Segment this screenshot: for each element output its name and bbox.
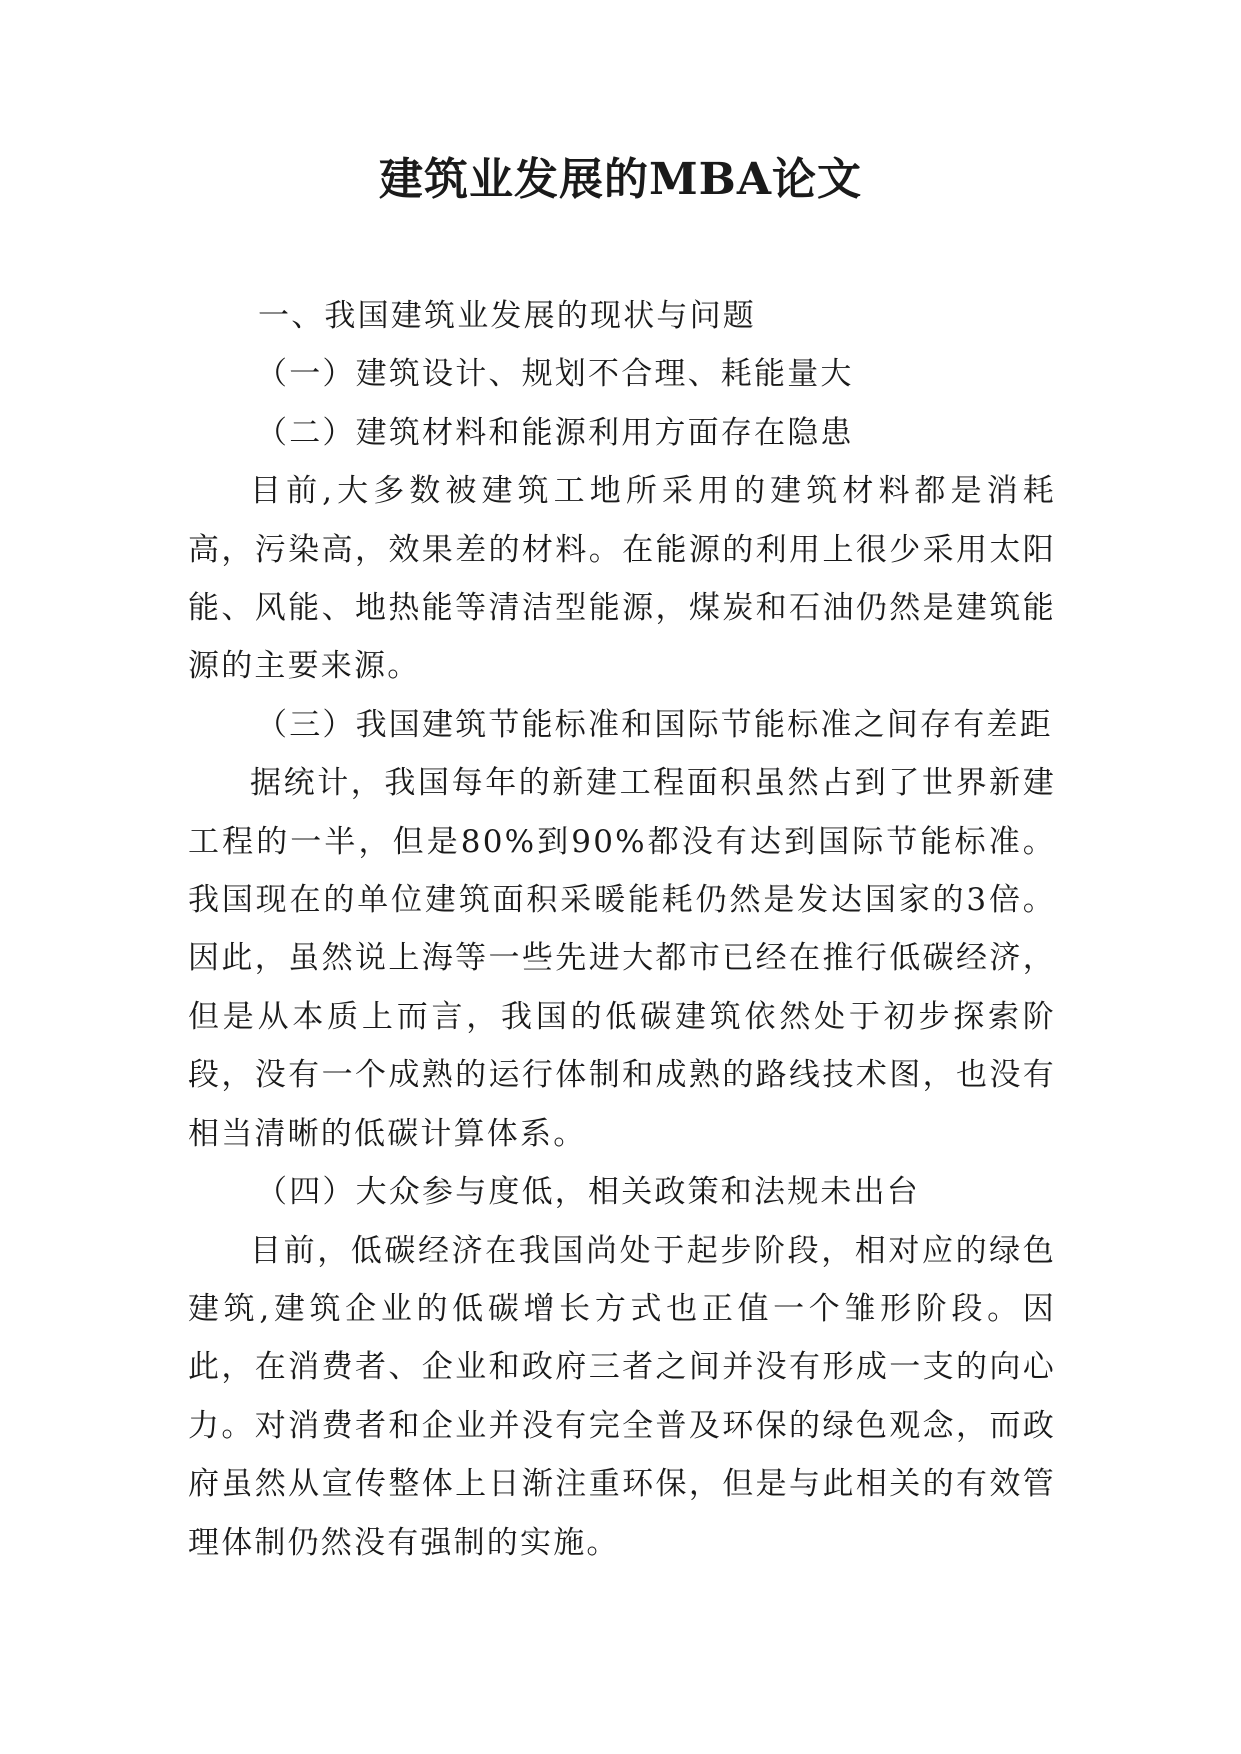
document-body	[188, 287, 1056, 1572]
document-title: 建筑业发展的MBA论文	[378, 154, 863, 205]
subsection-heading-3: （三）我国建筑节能标准和国际节能标准之间存有差距	[256, 706, 1053, 743]
subsection-heading-1: （一）建筑设计、规划不合理、耗能量大	[256, 356, 854, 393]
section-heading-1: 一、我国建筑业发展的现状与问题	[258, 298, 756, 334]
body-paragraph-2: 据统计，我国每年的新建工程面积虽然占到了世界新建工程的一半，但是80%到90%都没有达到国际节能标准。我国现在的单位建筑面积采暖能耗仍然是发达国家的3倍。因此，虽然说上海等一些先进大都市已经在推行低碳经济，但是从本质上而言，我国的低碳建筑依然处于初步探索阶段，没有一个成熟的运行体制和成熟的路线技术图，也没有相当清晰的低碳计算体系。	[188, 765, 1056, 1152]
body-paragraph-3: 目前，低碳经济在我国尚处于起步阶段，相对应的绿色建筑,建筑企业的低碳增长方式也正值一个雏形阶段。因此，在消费者、企业和政府三者之间并没有形成一支的向心力。对消费者和企业并没有完全普及环保的绿色观念，而政府虽然从宣传整体上日渐注重环保，但是与此相关的有效管理体制仍然没有强制的实施。	[188, 1232, 1056, 1561]
subsection-heading-2: （二）建筑材料和能源利用方面存在隐患	[256, 414, 854, 451]
body-paragraph-1: 目前,大多数被建筑工地所采用的建筑材料都是消耗高，污染高，效果差的材料。在能源的利用上很少采用太阳能、风能、地热能等清洁型能源，煤炭和石油仍然是建筑能源的主要来源。	[188, 473, 1056, 685]
subsection-heading-4: （四）大众参与度低，相关政策和法规未出台	[256, 1174, 920, 1211]
